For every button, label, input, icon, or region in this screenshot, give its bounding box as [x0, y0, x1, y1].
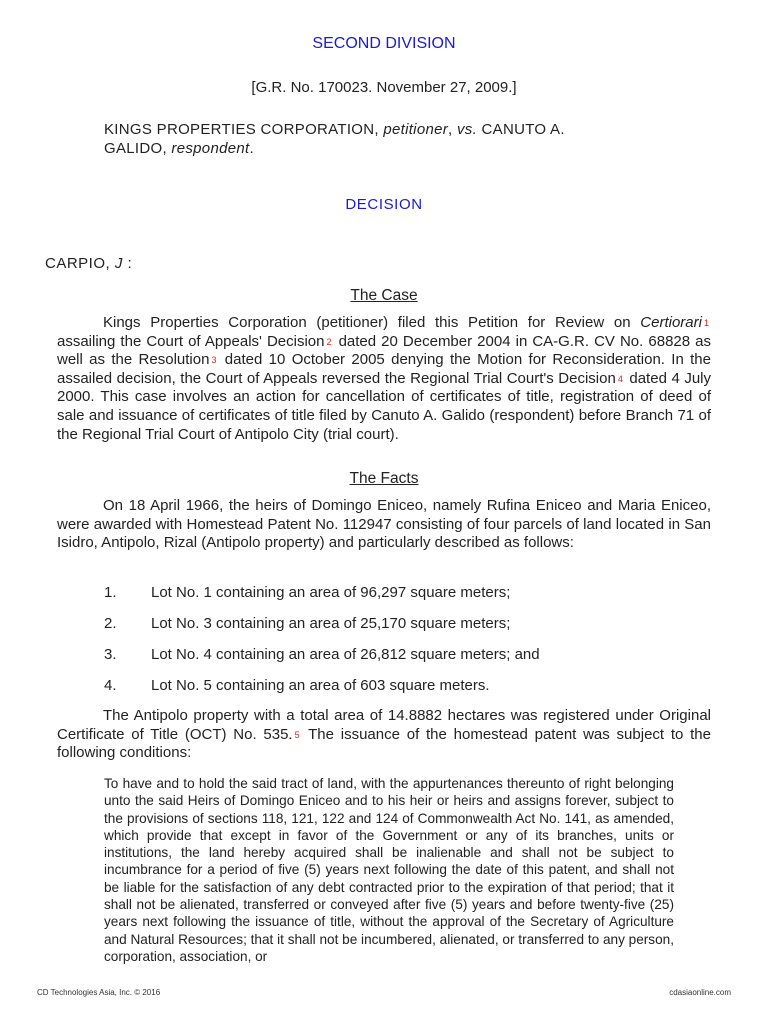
footer-site[interactable]: cdasiaonline.com — [669, 988, 731, 997]
list-item — [104, 584, 510, 601]
versus: vs. — [456, 121, 478, 138]
decision-heading: DECISION — [345, 196, 423, 213]
oct-text-2: The issuance of the homestead patent was subject to the following conditions: — [57, 725, 711, 762]
respondent-name: CANUTO A. GALIDO — [104, 121, 565, 157]
facts-heading: The Facts — [349, 470, 419, 487]
case-text-3: dated 20 December 2004 in CA-G.R. CV No. 68828 as well as the Resolution — [57, 332, 711, 369]
footnote-link-2[interactable]: 2 — [326, 336, 332, 347]
footnote-link-4[interactable]: 4 — [617, 373, 623, 384]
case-text-4: dated 10 October 2005 denying the Motion for Reconsideration. In the assailed decision, the Court of Appeals reversed the Regional Trial Court's Decision — [57, 351, 711, 387]
quoted-conditions: To have and to hold the said tract of land, with the appurtenances thereunto of right belonging unto the said Heirs of Domingo Eniceo and to his heir or heirs and assigns forever, subject to the provisions of sections 118, 121, 122 and 124 of Commonwealth Act No. 141, as amended, which provide that except in favor of the Government or any of its branches, units or institutions, the land hereby acquired shall be inalienable and shall not be subject to incumbrance for a period of five (5) years next following the date of this patent, and shall not be liable for the satisfaction of any debt contracted prior to the expiration of that period; that it shall not be alienated, transferred or conveyed after five (5) years and before twenty-five (25) years next following the issuance of title, without the approval of the Secretary of Agriculture and Natural Resources; that it shall not be incumbered, alienated, or transferred to any person, corporation, association, or — [104, 776, 674, 964]
petitioner-role: petitioner — [383, 121, 449, 138]
case-text-2: assailing the Court of Appeals' Decision — [57, 332, 325, 350]
list-item — [104, 646, 540, 663]
footnote-link-5[interactable]: 5 — [294, 729, 300, 740]
case-text-1: Kings Properties Corporation (petitioner) filed this Petition for Review on — [103, 314, 641, 331]
case-paragraph — [57, 314, 711, 444]
footer-copyright: CD Technologies Asia, Inc. © 2016 — [37, 988, 161, 997]
parties-block: KINGS PROPERTIES CORPORATION, petitioner, vs. CANUTO A. GALIDO, respondent. — [104, 121, 565, 157]
list-text: Lot No. 3 containing an area of 25,170 square meters; — [151, 615, 511, 632]
list-text: Lot No. 4 containing an area of 26,812 square meters; and — [151, 646, 540, 663]
list-number: 4. — [104, 677, 117, 694]
judge-name: CARPIO, — [45, 255, 111, 272]
case-text-5: dated 4 July 2000. This case involves an action for cancellation of certificates of title, registration of deed of sale and issuance of certificates of title filed by Canuto A. Galido (respondent) before Branch 71 of the Regional Trial Court of Antipolo City (trial court). — [57, 369, 711, 443]
oct-text-1: The Antipolo property with a total area of 14.8882 hectares was registered under Original Certificate of Title (OCT) No. 535. — [57, 707, 711, 743]
facts-paragraph: On 18 April 1966, the heirs of Domingo Eniceo, namely Rufina Eniceo and Maria Eniceo, were awarded with Homestead Patent No. 112947 consisting of four parcels of land located in San Isidro, Antipolo, Rizal (Antipolo property) and particularly described as follows: — [57, 497, 711, 552]
certiorari-term: Certiorari — [640, 314, 702, 331]
footnote-link-1[interactable]: 1 — [703, 318, 709, 328]
list-text: Lot No. 5 containing an area of 603 square meters. — [151, 677, 490, 694]
ponente: CARPIO, J : — [45, 255, 133, 272]
case-number: [G.R. No. 170023. November 27, 2009.] — [251, 79, 517, 96]
petitioner-name: KINGS PROPERTIES CORPORATION — [104, 121, 375, 138]
list-item — [104, 677, 490, 694]
list-text: Lot No. 1 containing an area of 96,297 square meters; — [151, 584, 511, 601]
list-number: 1. — [104, 584, 117, 601]
list-item — [104, 615, 510, 632]
list-number: 3. — [104, 646, 117, 663]
footnote-link-3[interactable]: 3 — [211, 355, 217, 366]
judge-suffix: J — [114, 255, 123, 272]
case-heading: The Case — [350, 287, 418, 304]
division-heading: SECOND DIVISION — [312, 35, 456, 52]
oct-paragraph — [57, 707, 711, 763]
list-number: 2. — [104, 615, 117, 632]
respondent-role: respondent — [171, 140, 250, 157]
